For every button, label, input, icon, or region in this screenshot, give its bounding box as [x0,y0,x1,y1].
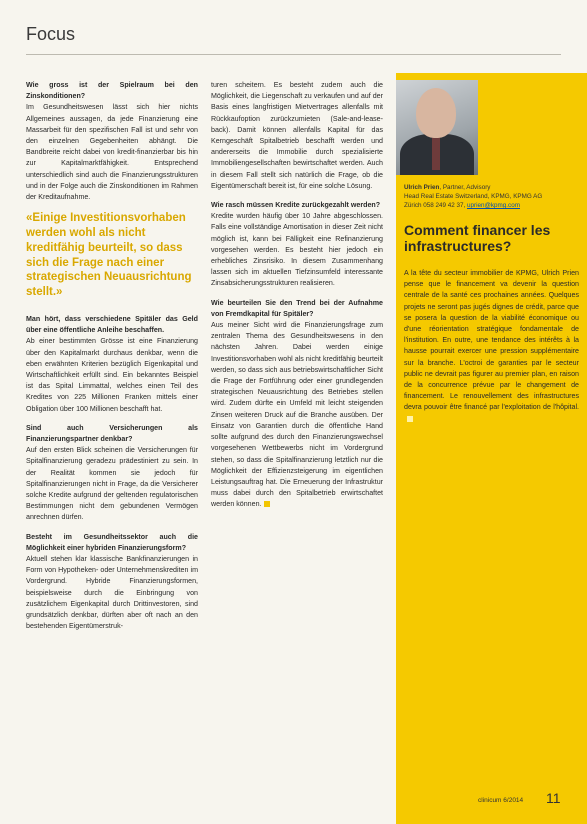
issue-label: clinicum 6/2014 [478,797,524,804]
question-heading: Wie beurteilen Sie den Trend bei der Aufnahme von Fremdkapital für Spitäler? [211,298,383,318]
answer-paragraph: Aktuell stehen klar klassische Bankfinanzierungen in Form von Hypotheken- oder Unternehmenskrediten im Vordergrund. Hybride Finanzierungsformen, beispielsweise durch die Einbringung von zusätzlichem Eigenkapital durch Drittinvestoren, sind grundsätzlich denkbar, dürften aber oft nach an den bestehenden Eigentümerstruk- [26,555,198,631]
question-heading: Sind auch Versicherungen als Finanzierungspartner denkbar? [26,423,198,444]
portrait-photo [396,80,478,175]
answer-paragraph [211,320,383,510]
email-link[interactable]: uprien@kpmg.com [467,202,520,209]
answer-paragraph: Ab einer bestimmten Grösse ist eine Finanzierung über den Kapitalmarkt durchaus denkbar, wenn die eben erwähnten Kriterien bezüglich Eigenkapital und Wirtschaftlichkeit erfüllt sind. Ein bekanntes Beispiel ist das Spital Limmattal, welches einen Teil des Kredites von 225 Millionen Franken mittels einer Obligation über 100 Millionen beschafft hat. [26,337,198,413]
pull-quote: «Einige Investitionsvorhaben werden wohl als nicht kreditfähig beurteilt, so dass sich die Frage nach einer strategischen Neuausrichtung stellt.» [26,212,192,299]
article-column-1 [26,80,198,641]
question-heading: Man hört, dass verschiedene Spitäler das Geld über eine öffentliche Anleihe beschaffen. [26,315,198,335]
summary-text-block [404,268,579,425]
answer-paragraph: Im Gesundheitswesen lässt sich hier nichts Allgemeines aussagen, da jede Finanzierung eine Massarbeit für den spezifischen Fall ist und sehr von den einzelnen Gegebenheiten abhängt. Die Bandbreite reicht dabei von kredit-finanzierbar bis hin zur Kapitalmarktfähigkeit. Entsprechend unterschiedlich sind auch die Finanzierungsstrukturen und in der Folge auch die Zinskonditionen im Rahmen der Kreditaufnahme. [26,103,198,202]
person-contact: Zürich 058 249 42 37, [404,202,468,209]
answer-paragraph: turen scheitern. Es besteht zudem auch die Möglichkeit, die Liegenschaft zu verkaufen und auf der Basis eines langfristigen Mietvertrages allenfalls mit Rückkaufoption zurückzumieten (Sale-and-lease-back). Damit können allenfalls Kapital für das Kerngeschäft Spitalbetrieb beschafft werden und andererseits die Immobilie durch spezialisierte Immobiliengesellschaften bewirtschaftet werden. Auch in diesem Fall stellt sich natürlich die Frage, ob die Eigentümerschaft bereit ist, für eine solche Lösung. [211,81,383,190]
section-title: Focus [26,24,76,44]
answer-text: Aus meiner Sicht wird die Finanzierungsfrage zum zentralen Thema des Gesundheitswesens in den nächsten Jahren. Dabei werden einige Investitionsvorhaben wohl als nicht kreditfähig beurteilt werden, so dass sich aus betriebswirtschaftlicher Sicht die Frage der Fortführung oder einer grundlegenden strategischen Neuausrichtung des Betriebes stellen wird. Zudem dürfte ein Umfeld mit leicht steigenden Zinsen weiteren Druck auf die Branche ausüben. Der Einsatz von Garantien durch die öffentliche Hand sollte aufgrund des durch den Finanzierungswechsel vorgesehenen Wettbewerbs nicht im Vordergrund stehen, so dass die Spitalfinanzierung letztlich nur die Möglichkeit der Effizienzsteigerung im eigentlichen Leistungsauftrag hat. Die Erneuerung der Infrastruktur muss dabei durch den Spitalbetrieb erwirtschaftet werden können. [211,321,383,509]
answer-paragraph: Kredite wurden häufig über 10 Jahre abgeschlossen. Falls eine vollständige Amortisation in dieser Zeit nicht möglich ist, kann bei Fälligkeit eine Refinanzierung vorgesehen werden. Es besteht hier jedoch ein erhebliches Zinsrisiko. In diesem Zusammenhang lassen sich im aktuellen Tiefzinsumfeld interessante Zinsabsicherungsstrukturen realisieren. [211,212,383,288]
question-heading: Wie gross ist der Spielraum bei den Zinskonditionen? [26,81,198,101]
question-heading: Besteht im Gesundheitssektor auch die Möglichkeit einer hybriden Finanzierungsform? [26,532,198,552]
person-role: , Partner, Advisory [439,184,491,191]
portrait-head [416,88,456,138]
photo-caption [404,183,582,210]
person-title: Head Real Estate Switzerland, KPMG, KPMG AG [404,193,543,200]
summary-title: Comment financer les infrastructures? [404,222,551,254]
question-heading: Wie rasch müssen Kredite zurückgezahlt werden? [211,201,381,210]
header-divider [26,54,561,55]
summary-text: A la tête du secteur immobilier de KPMG, Ulrich Prien pense que le financement va devenir la question centrale de la santé ces prochaines années. Quelques projets ne seront pas jugés dignes de crédit, parce que se posera la question de la viabilité économique ou d'une réorientation stratégique fondamentale de l'institution. En outre, une tendance des intérêts à la hausse pourrait exercer une pression supplémentaire sur la branche. L'octroi de garanties par le secteur public ne devrait pas figurer au premier plan, en raison de la concurrence prévue par le changement de financement. Le renouvellement des infrastructures devra pouvoir être financé par l'exploitation de l'hôpital. [404,269,579,412]
page-number: 11 [546,790,561,806]
portrait-tie [432,136,440,170]
person-name: Ulrich Prien [404,184,440,191]
end-mark-icon [407,416,413,422]
end-mark-icon [264,501,270,507]
answer-paragraph: Auf den ersten Blick scheinen die Versicherungen für Spitalfinanzierung geradezu prädestiniert zu sein. In der Realität kommen sie jedoch für Spitalfinanzierungen nicht in Frage, da die Versicherer solche Kredite aufgrund der geltenden regulatorischen Bestimmungen nicht dem gebundenen Vermögen anrechnen dürfen. [26,446,198,522]
article-column-2 [211,80,383,519]
